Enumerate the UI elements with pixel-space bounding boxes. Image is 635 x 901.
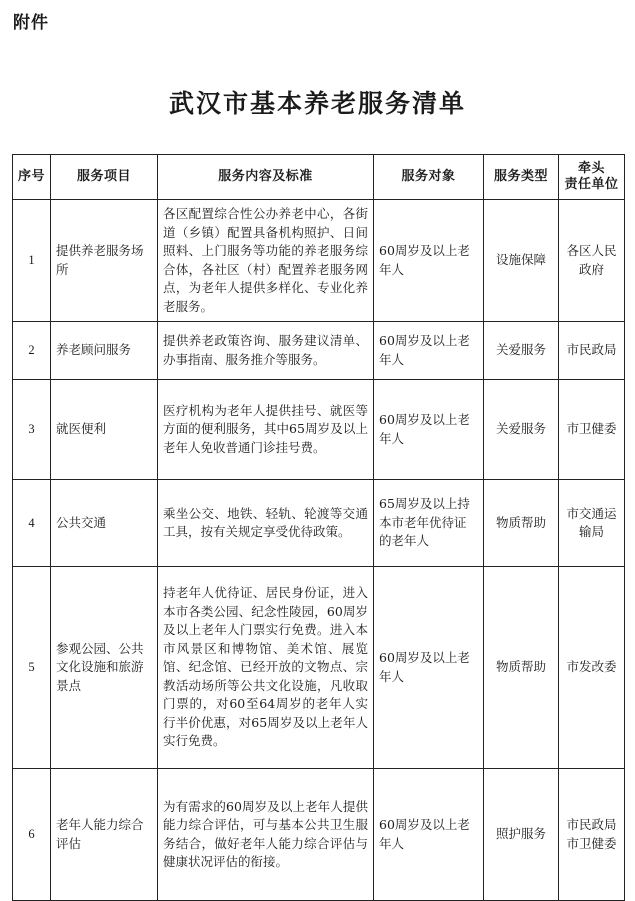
cell-unit: 市交通运输局 [559, 480, 625, 567]
cell-unit-line2: 市卫健委 [566, 835, 617, 851]
cell-type: 设施保障 [484, 200, 559, 322]
cell-item: 参观公园、公共文化设施和旅游景点 [51, 567, 158, 769]
header-unit-line2: 责任单位 [564, 177, 619, 192]
cell-type: 物质帮助 [484, 480, 559, 567]
cell-content: 提供养老政策咨询、服务建议清单、办事指南、服务推介等服务。 [158, 322, 374, 380]
cell-unit-line1: 市民政局 [566, 817, 617, 832]
header-no: 序号 [13, 155, 51, 200]
cell-type: 关爱服务 [484, 322, 559, 380]
cell-unit: 市民政局 [559, 322, 625, 380]
cell-target: 60周岁及以上老年人 [374, 769, 484, 901]
cell-no: 6 [13, 769, 51, 901]
document-title: 武汉市基本养老服务清单 [168, 89, 466, 118]
cell-content: 医疗机构为老年人提供挂号、就医等方面的便利服务，其中65周岁及以上老年人免收普通门诊挂号费。 [158, 380, 374, 480]
cell-no: 5 [13, 567, 51, 769]
table-row [13, 380, 625, 480]
header-unit-line1: 牵头 [577, 161, 605, 176]
cell-target: 60周岁及以上老年人 [374, 322, 484, 380]
cell-target: 60周岁及以上老年人 [374, 200, 484, 322]
cell-item: 养老顾问服务 [51, 322, 158, 380]
cell-type: 照护服务 [484, 769, 559, 901]
cell-unit: 市卫健委 [559, 380, 625, 480]
cell-no: 1 [13, 200, 51, 322]
cell-content: 乘坐公交、地铁、轻轨、轮渡等交通工具，按有关规定享受优待政策。 [158, 480, 374, 567]
cell-no: 4 [13, 480, 51, 567]
cell-unit: 各区人民政府 [559, 200, 625, 322]
cell-target: 60周岁及以上老年人 [374, 380, 484, 480]
cell-content: 为有需求的60周岁及以上老年人提供能力综合评估，可与基本公共卫生服务结合，做好老年人能力综合评估与健康状况评估的衔接。 [158, 769, 374, 901]
table-row [13, 322, 625, 380]
cell-content: 各区配置综合性公办养老中心，各街道（乡镇）配置具备机构照护、日间照料、上门服务等功能的养老服务综合体，各社区（村）配置养老服务网点，为老年人提供多样化、专业化养老服务。 [158, 200, 374, 322]
table-row [13, 200, 625, 322]
header-content: 服务内容及标准 [158, 155, 374, 200]
service-list-table [12, 154, 625, 901]
cell-type: 关爱服务 [484, 380, 559, 480]
table-row [13, 769, 625, 901]
table-row [13, 567, 625, 769]
cell-item: 老年人能力综合评估 [51, 769, 158, 901]
cell-target: 65周岁及以上持本市老年优待证的老年人 [374, 480, 484, 567]
table-header-row [13, 155, 625, 200]
cell-no: 3 [13, 380, 51, 480]
table-row [13, 480, 625, 567]
header-item: 服务项目 [51, 155, 158, 200]
cell-item: 提供养老服务场所 [51, 200, 158, 322]
header-type: 服务类型 [484, 155, 559, 200]
cell-no: 2 [13, 322, 51, 380]
cell-unit: 市发改委 [559, 567, 625, 769]
header-target: 服务对象 [374, 155, 484, 200]
cell-content: 持老年人优待证、居民身份证，进入本市各类公园、纪念性陵园，60周岁及以上老年人门票实行免费。进入本市风景区和博物馆、美术馆、展览馆、纪念馆、已经开放的文物点、宗教活动场所等公共文化设施，凡收取门票的，对60至64周岁的老年人实行半价优惠，对65周岁及以上老年人实行免费。 [158, 567, 374, 769]
cell-item: 就医便利 [51, 380, 158, 480]
cell-item: 公共交通 [51, 480, 158, 567]
cell-unit [559, 769, 625, 901]
attachment-label: 附件 [13, 13, 49, 33]
header-unit [559, 155, 625, 200]
cell-type: 物质帮助 [484, 567, 559, 769]
cell-target: 60周岁及以上老年人 [374, 567, 484, 769]
